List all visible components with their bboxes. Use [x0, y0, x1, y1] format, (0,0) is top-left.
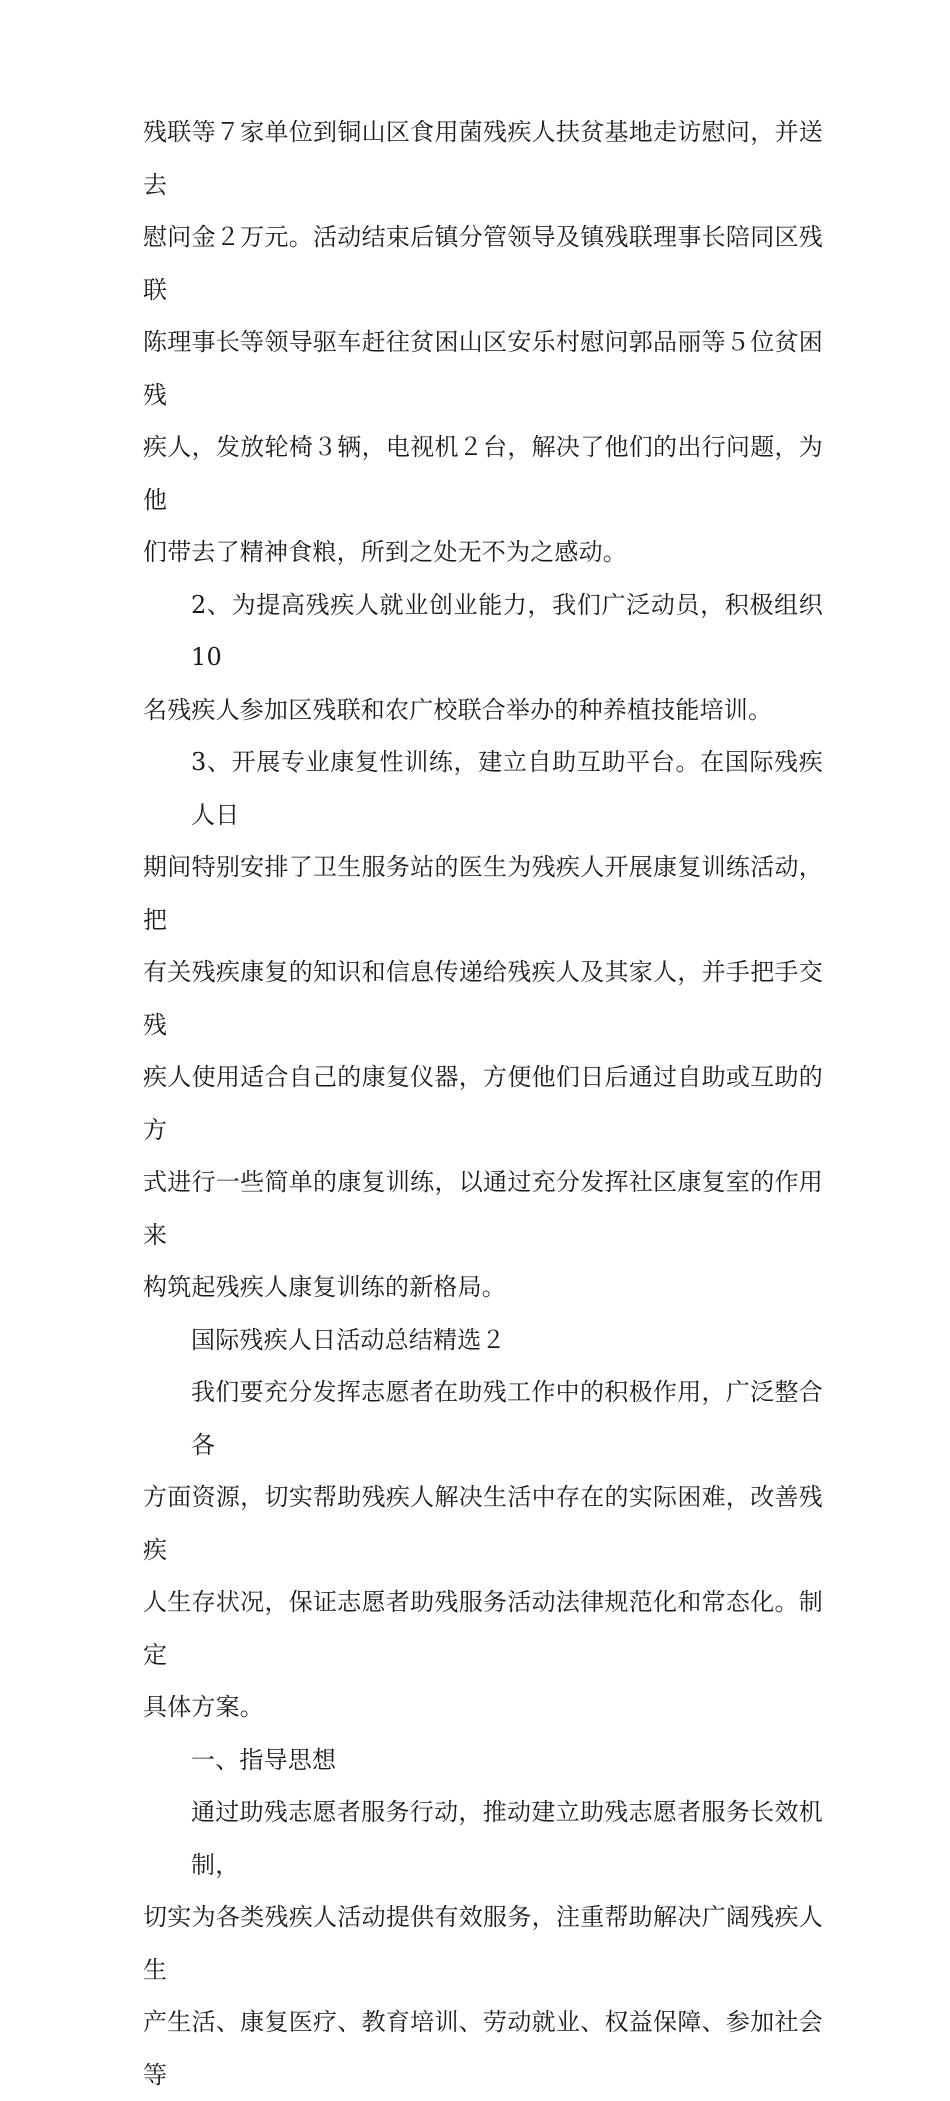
- text-line: 人生存状况，保证志愿者助残服务活动法律规范化和常态化。制定: [143, 1588, 823, 1669]
- text-line: 2、为提高残疾人就业创业能力，我们广泛动员，积极组织 10: [191, 590, 823, 671]
- text-line: 残联等７家单位到铜山区食用菌残疾人扶贫基地走访慰问，并送去: [143, 118, 823, 199]
- text-line: 有关残疾康复的知识和信息传递给残疾人及其家人，并手把手交残: [143, 958, 823, 1039]
- text-line: 陈理事长等领导驱车赶往贫困山区安乐村慰问郭品丽等５位贫困残: [143, 328, 823, 409]
- text-line: 慰问金２万元。活动结束后镇分管领导及镇残联理事长陪同区残联: [143, 223, 823, 304]
- paragraph-p1: [143, 106, 823, 579]
- paragraph-p3: [143, 736, 823, 1314]
- text-line: 期间特别安排了卫生服务站的医生为残疾人开展康复训练活动，把: [143, 853, 823, 934]
- text-line: 产生活、康复医疗、教育培训、劳动就业、权益保障、参加社会等: [143, 2008, 823, 2089]
- paragraph-p7: [143, 1786, 823, 2101]
- text-line: 具体方案。: [143, 1693, 264, 1721]
- document-body: [143, 106, 823, 2101]
- text-line: 名残疾人参加区残联和农广校联合举办的种养植技能培训。: [143, 695, 773, 724]
- text-line: 疾人使用适合自己的康复仪器，方便他们日后通过自助或互助的方: [143, 1063, 823, 1144]
- text-line: 构筑起残疾人康复训练的新格局。: [143, 1273, 506, 1301]
- paragraph-p2: [143, 579, 823, 737]
- paragraph-p4: [143, 1314, 823, 1367]
- text-line: 通过助残志愿者服务行动，推动建立助残志愿者服务长效机制，: [191, 1798, 823, 1879]
- text-line: 一、指导思想: [191, 1745, 337, 1774]
- text-line: 3、开展专业康复性训练，建立自助互助平台。在国际残疾人日: [191, 748, 823, 829]
- text-line: 式进行一些简单的康复训练，以通过充分发挥社区康复室的作用来: [143, 1168, 823, 1249]
- text-line: 疾人，发放轮椅３辆，电视机２台，解决了他们的出行问题，为他: [143, 433, 823, 514]
- text-line: 切实为各类残疾人活动提供有效服务，注重帮助解决广阔残疾人生: [143, 1903, 823, 1984]
- paragraph-p5: [143, 1366, 823, 1734]
- text-line: 我们要充分发挥志愿者在助残工作中的积极作用，广泛整合各: [191, 1378, 823, 1459]
- paragraph-p6: [143, 1734, 823, 1787]
- text-line: 们带去了精神食粮，所到之处无不为之感动。: [143, 538, 627, 566]
- text-line: 国际残疾人日活动总结精选２: [191, 1325, 506, 1354]
- text-line: 方面资源，切实帮助残疾人解决生活中存在的实际困难，改善残疾: [143, 1483, 823, 1564]
